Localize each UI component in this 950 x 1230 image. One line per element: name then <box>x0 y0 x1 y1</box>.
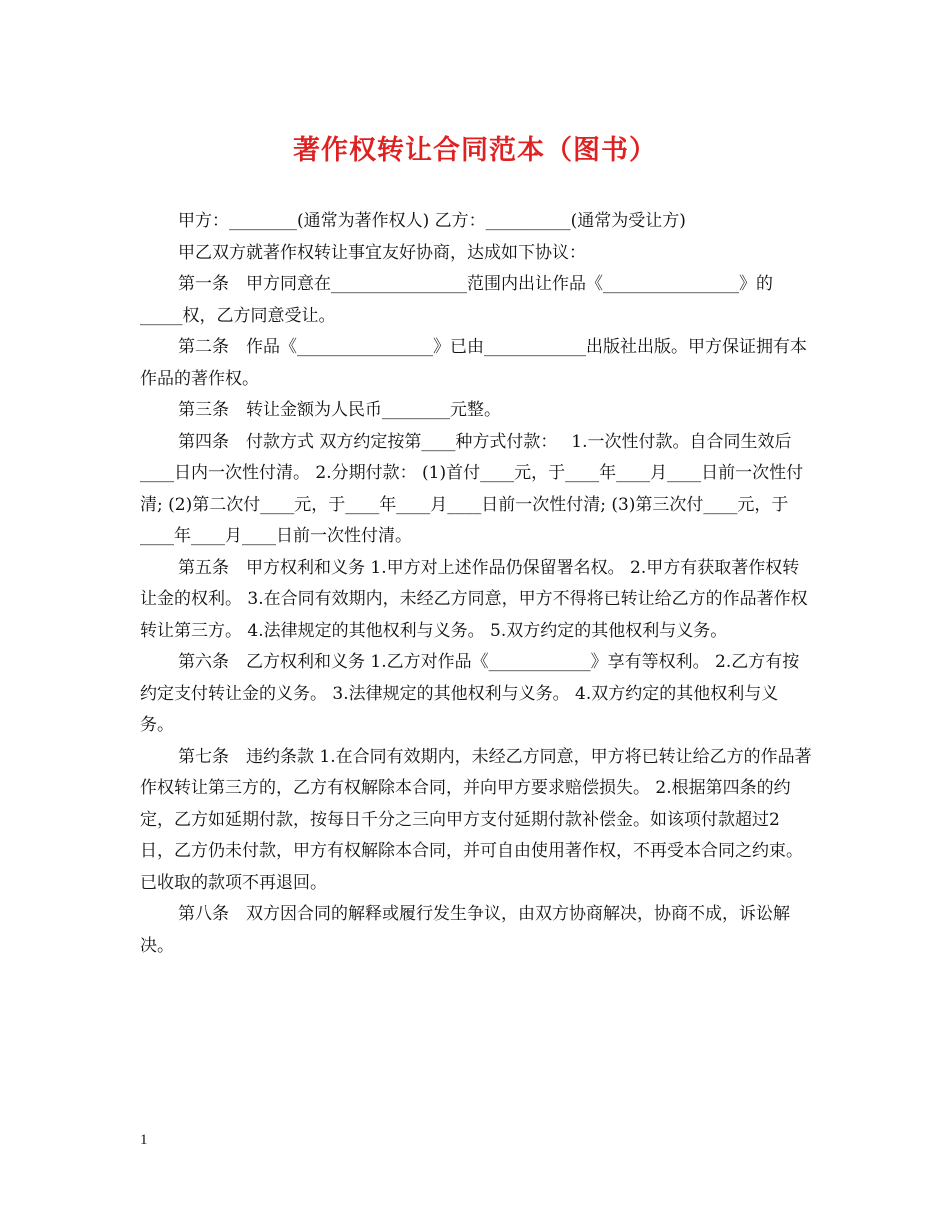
paragraph-article-6: 第六条 乙方权利和义务 1.乙方对作品《____________》享有等权利。 2.乙方有按约定支付转让金的义务。 3.法律规定的其他权利与义务。 4.双方约定的其他权利与义务。 <box>140 652 800 735</box>
paragraph-article-8: 第八条 双方因合同的解释或履行发生争议，由双方协商解决，协商不成，诉讼解决。 <box>140 904 790 956</box>
paragraph-article-3: 第三条 转让金额为人民币________元整。 <box>178 400 501 420</box>
document-title: 著作权转让合同范本（图书） <box>293 135 657 166</box>
page-number: 1 <box>140 1132 148 1148</box>
paragraph-article-7: 第七条 违约条款 1.在合同有效期内，未经乙方同意，甲方将已转让给乙方的作品著作权转让第三方的，乙方有权解除本合同，并向甲方要求赔偿损失。 2.根据第四条的约定，乙方如延期付款，按每日千分之三向甲方支付延期付款补偿金。如该项付款超过2日，乙方仍未付款，甲方有权解除本合同，并可自由使用著作权，不再受本合同之约束。已收取的款项不再退回。 <box>140 746 812 893</box>
paragraph-intro: 甲乙双方就著作权转让事宜友好协商，达成如下协议： <box>178 242 586 263</box>
paragraph-article-5: 第五条 甲方权利和义务 1.甲方对上述作品仍保留署名权。 2.甲方有获取著作权转让金的权利。 3.在合同有效期内，未经乙方同意，甲方不得将已转让给乙方的作品著作权转让第三方。 4.法律规定的其他权利与义务。 5.双方约定的其他权利与义务。 <box>140 557 808 641</box>
paragraph-article-4: 第四条 付款方式 双方约定按第____种方式付款： 1.一次性付款。自合同生效后____日内一次性付清。 2.分期付款： (1)首付____元，于____年____月____日前一次性付清; (2)第二次付____元，于____年____月____日前一次性付清; (3)第三次付____元，于____年____月____日前一次性付清。 <box>140 431 804 546</box>
paragraph-article-1: 第一条 甲方同意在________________范围内出让作品《________________》的_____权，乙方同意受让。 <box>140 274 773 326</box>
paragraph-article-2: 第二条 作品《________________》已由____________出版社出版。甲方保证拥有本作品的著作权。 <box>140 337 807 389</box>
document-body <box>140 206 812 962</box>
paragraph-parties: 甲方：________(通常为著作权人) 乙方：__________(通常为受让方) <box>178 211 686 231</box>
